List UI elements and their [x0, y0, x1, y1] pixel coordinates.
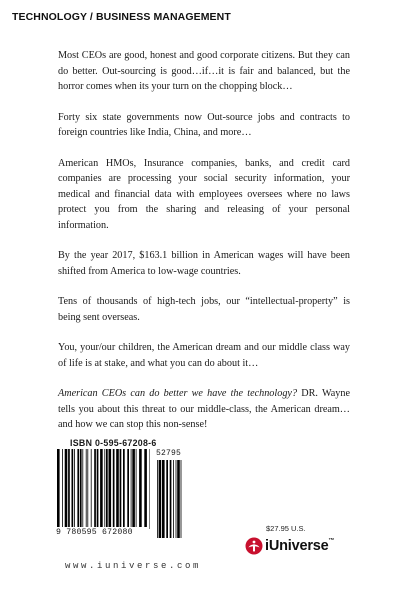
isbn-barcode: [56, 437, 182, 539]
barcode-bar: [132, 449, 135, 529]
blurb-paragraph: You, your/our children, the American dream and our middle class way of life is at stake, and what you can do about it…: [58, 342, 350, 369]
isbn-number: ISBN 0-595-67208-6: [70, 438, 157, 448]
publisher-name: [265, 538, 334, 554]
barcode-bar: [65, 449, 68, 529]
blurb-paragraph: Tens of thousands of high-tech jobs, our “intellectual-property” is being sent overseas.: [58, 296, 350, 323]
book-price: $27.95 U.S.: [266, 524, 306, 533]
barcode-bar: [170, 460, 172, 538]
publisher-website: www.iuniverse.com: [65, 561, 202, 571]
barcode-bar: [139, 449, 142, 529]
barcode-bar: [72, 449, 74, 529]
publisher-name-text: iUniverse: [265, 538, 329, 554]
barcode-bar: [104, 449, 105, 529]
barcode-bar: [87, 449, 88, 529]
barcode-bar: [131, 449, 132, 529]
barcode-bar: [77, 449, 79, 529]
barcode-bar: [176, 460, 177, 538]
ean-barcode-bars: [56, 449, 151, 529]
barcode-bar: [97, 449, 99, 529]
barcode-bar: [80, 449, 82, 529]
back-cover-blurb: [58, 48, 350, 433]
trademark-symbol: ™: [328, 538, 335, 544]
barcode-bar: [113, 449, 115, 529]
barcode-bar: [109, 449, 112, 529]
blurb-closing-paragraph: [58, 386, 350, 433]
barcode-bar: [162, 460, 165, 538]
barcode-bar: [123, 449, 125, 529]
barcode-bar: [144, 449, 147, 529]
barcode-bar: [136, 449, 137, 529]
publisher-logo: [245, 536, 334, 556]
closing-italic-question: American CEOs can do better we have the technology?: [58, 388, 298, 399]
closing-text: DR. Wayne tells you about this threat to our middle-class, the American dream…and how we can stop this non-sense!: [58, 388, 351, 430]
barcode-bar: [62, 449, 63, 529]
barcode-bar: [116, 449, 119, 529]
addon-digits: 52795: [156, 449, 182, 458]
barcode-bar: [68, 449, 70, 529]
blurb-paragraph: By the year 2017, $163.1 billion in American wages will have been shifted from America to low-wage countries.: [58, 250, 350, 277]
barcode-bar: [74, 449, 75, 529]
barcode-bar: [100, 449, 103, 529]
barcode-bar: [173, 460, 174, 538]
barcode-bar: [106, 449, 108, 529]
barcode-bar: [181, 460, 182, 538]
barcode-bar: [157, 460, 158, 538]
book-category: TECHNOLOGY / BUSINESS MANAGEMENT: [12, 11, 231, 23]
barcode-bar: [127, 449, 129, 529]
blurb-paragraph: Forty six state governments now Out-source jobs and contracts to foreign countries like India, China, and more…: [58, 111, 350, 138]
barcode-bar: [94, 449, 96, 529]
barcode-bar: [159, 460, 162, 538]
barcode-bar: [82, 449, 83, 529]
iuniverse-logo-icon: [245, 537, 263, 555]
barcode-bar: [150, 449, 151, 529]
addon-barcode-bars: [156, 460, 184, 538]
barcode-bar: [91, 449, 92, 529]
barcode-bar: [57, 449, 60, 529]
blurb-paragraph: American HMOs, Insurance companies, banks, and credit card companies are processing your social security information, your medical and financial data with employees oversees where no laws protect you from the sharing and releasing of your personal information.: [58, 157, 350, 231]
blurb-paragraph: Most CEOs are good, honest and good corporate citizens. But they can do better. Out-sourcing is good…if…it is fair and balanced, but the horror comes when its your turn on the chopping block…: [58, 50, 350, 92]
ean-digits: 9 780595 672080: [56, 527, 148, 538]
barcode-bar: [166, 460, 168, 538]
barcode-bar: [177, 460, 180, 538]
barcode-bar: [86, 449, 87, 529]
barcode-bar: [120, 449, 122, 529]
